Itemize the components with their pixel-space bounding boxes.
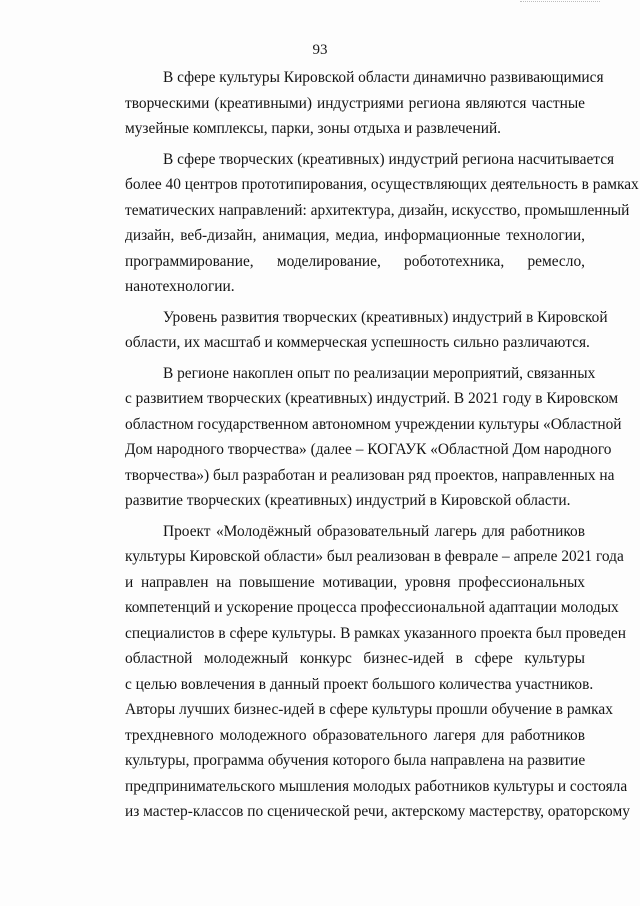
- text-line: тематических направлений: архитектура, дизайн, искусство, промышленный: [125, 201, 630, 219]
- text-line: развитие творческих (креативных) индустрий в Кировской области.: [125, 492, 571, 509]
- text-line: Уровень развития творческих (креативных) индустрий в Кировской: [163, 308, 608, 326]
- text-line: программирование, моделирование, робототехника, ремесло,: [125, 252, 585, 270]
- text-line: дизайн, веб-дизайн, анимация, медиа, информационные технологии,: [125, 227, 585, 244]
- text-line: творческими (креативными) индустриями региона являются частные: [125, 94, 585, 112]
- text-line: Авторы лучших бизнес-идей в сфере культуры прошли обучение в рамках: [125, 701, 613, 718]
- text-line: с развитием творческих (креативных) индустрий. В 2021 году в Кировском: [125, 390, 619, 407]
- text-line: В сфере культуры Кировской области динамично развивающимися: [163, 69, 604, 86]
- text-line: Дом народного творчества» (далее – КОГАУК «Областной Дом народного: [125, 441, 612, 458]
- paragraph-2: [87, 147, 639, 300]
- paragraph-4: [87, 361, 622, 514]
- text-line: с целью вовлечения в данный проект большого количества участников.: [125, 675, 594, 693]
- text-line: Проект «Молодёжный образовательный лагерь для работников: [163, 522, 585, 540]
- text-line: компетенций и ускорение процесса профессиональной адаптации молодых: [125, 599, 619, 616]
- text-line: областном государственном автономном учреждении культуры «Областной: [125, 415, 622, 433]
- paragraph-1: [87, 65, 604, 142]
- scan-artifact: [520, 1, 600, 4]
- text-line: более 40 центров прототипирования, осуществляющих деятельность в рамках: [125, 176, 639, 193]
- text-line: нанотехнологии.: [125, 278, 235, 295]
- text-line: творчества») был разработан и реализован ряд проектов, направленных на: [125, 466, 615, 484]
- text-line: области, их масштаб и коммерческая успешность сильно различаются.: [125, 334, 590, 351]
- text-line: трехдневного молодежного образовательного лагеря для работников: [125, 726, 585, 744]
- text-line: областной молодежный конкурс бизнес-идей в сфере культуры: [125, 650, 585, 667]
- text-line: В регионе накоплен опыт по реализации мероприятий, связанных: [163, 364, 596, 382]
- page-number: 93: [312, 42, 328, 58]
- text-line: культуры, программа обучения которого была направлена на развитие: [125, 752, 586, 769]
- text-line: предпринимательского мышления молодых работников культуры и состояла: [125, 777, 628, 795]
- document-body: [87, 65, 639, 830]
- text-line: и направлен на повышение мотивации, уровня профессиональных: [125, 573, 585, 591]
- text-line: музейные комплексы, парки, зоны отдыха и развлечений.: [125, 120, 502, 137]
- paragraph-3: [87, 305, 608, 356]
- text-line: из мастер-классов по сценической речи, актерскому мастерству, ораторскому: [125, 803, 630, 820]
- text-line: специалистов в сфере культуры. В рамках указанного проекта был проведен: [125, 624, 626, 642]
- text-line: культуры Кировской области» был реализован в феврале – апреле 2021 года: [125, 548, 624, 565]
- paragraph-5: [87, 519, 630, 825]
- text-line: В сфере творческих (креативных) индустрий региона насчитывается: [163, 150, 615, 168]
